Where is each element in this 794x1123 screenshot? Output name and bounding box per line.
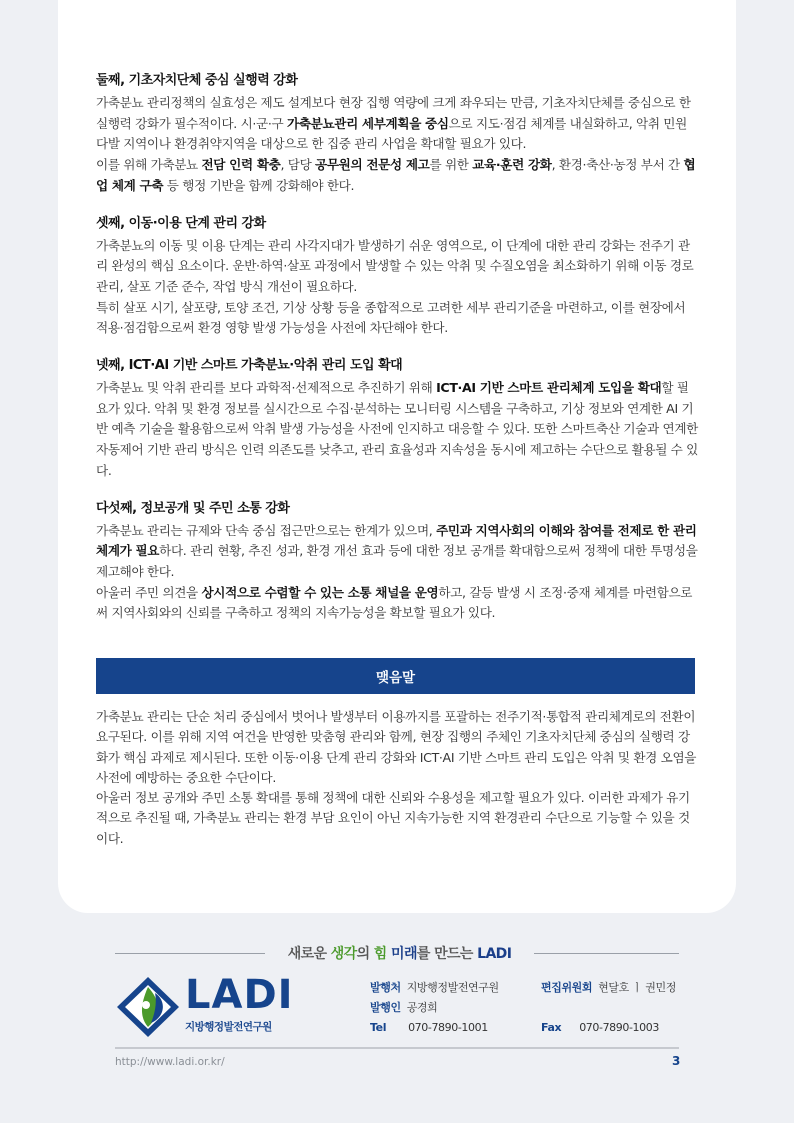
body-text: , 환경·축산·농정 부서 간 [551, 157, 684, 173]
conclusion-body [96, 707, 698, 849]
editors-info [541, 981, 676, 995]
footer-divider-left [115, 953, 265, 954]
issuer-value: 공경희 [406, 1001, 438, 1014]
section-paragraph [96, 378, 698, 482]
editors-value: 현달호 ㅣ 권민정 [598, 981, 676, 994]
conclusion-title: 맺음말 [375, 670, 416, 686]
footer-rule [115, 1047, 679, 1049]
logo-wordmark: LADI [185, 972, 294, 1018]
body-text: 를 위한 [429, 157, 473, 173]
ladi-logo [115, 972, 294, 1039]
section-paragraph [96, 298, 698, 339]
body-text: , 담당 [280, 157, 316, 173]
ladi-logo-icon [115, 975, 181, 1039]
slogan-text: 의 [356, 946, 374, 962]
body-text: 하다. 관리 현황, 추진 성과, 환경 개선 효과 등에 대한 정보 공개를 확대함으로써 정책에 대한 투명성을 제고해야 한다. [96, 543, 698, 579]
body-text: 으로 지도·점검 체계를 내실화하고, 악취 민원 다발 지역이나 환경취약지역을 대상으로 한 집중 관리 사업을 확대할 필요가 있다. [96, 115, 687, 152]
fax-info [541, 1021, 659, 1035]
conclusion-banner [96, 658, 695, 694]
publisher-info [370, 981, 499, 995]
emphasis-text: 협업 체계 구축 [96, 157, 696, 193]
slogan-text: 새로운 [287, 946, 331, 962]
emphasis-text: 공무원의 전문성 제고 [315, 157, 430, 173]
section [96, 213, 698, 340]
emphasis-text: 가축분뇨관리 세부계획을 중심 [287, 115, 449, 131]
body-text: 이를 위해 가축분뇨 [96, 157, 202, 173]
emphasis-text: 전담 인력 확충 [201, 157, 281, 173]
footer-divider-right [534, 953, 679, 954]
body-text: 특히 살포 시기, 살포량, 토양 조건, 기상 상황 등을 종합적으로 고려한 세부 관리기준을 마련하고, 이를 현장에서 적용·점검함으로써 환경 영향 발생 가능성을 사전에 차단해야 한다. [96, 299, 686, 336]
conclusion-paragraph: 가축분뇨 관리는 단순 처리 중심에서 벗어나 발생부터 이용까지를 포괄하는 전주기적·통합적 관리체계로의 전환이 요구된다. 이를 위해 지역 여건을 반영한 맞춤형 관리와 함께, 현장 집행의 주체인 기초자치단체 중심의 실행력 강화가 핵심 과제로 제시된다. 또한 이동·이용 단계 관리 강화와 ICT·AI 기반 스마트 관리 도입은 악취 및 환경 오염을 사전에 예방하는 중요한 수단이다. [96, 709, 697, 785]
section-heading: 둘째, 기초자치단체 중심 실행력 강화 [96, 73, 298, 88]
body-text: 가축분뇨 및 악취 관리를 보다 과학적·선제적으로 추진하기 위해 [96, 380, 437, 396]
body-text: 가축분뇨 관리는 규제와 단속 중심 접근만으로는 한계가 있으며, [96, 522, 437, 538]
body-content [96, 70, 698, 640]
tel-label: Tel [370, 1021, 387, 1034]
slogan-text: 를 만드는 [416, 946, 478, 962]
body-text: 할 필요가 있다. 악취 및 환경 정보를 실시간으로 수집·분석하는 모니터링 시스템을 구축하고, 기상 정보와 연계한 AI 기반 예측 기술을 활용함으로써 악취 발생 가능성을 사전에 인지하고 대응할 수 있다. 또한 스마트축산 기술과 연계한 자동제어 기반 관리 방식은 인력 의존도를 낮추고, 관리 효율성과 지속성을 동시에 제고하는 수단으로 활용될 수 있다. [96, 380, 698, 478]
body-text: 가축분뇨 관리정책의 실효성은 제도 설계보다 현장 집행 역량에 크게 좌우되는 만큼, 기초자치단체를 중심으로 한 실행력 강화가 필수적이다. 시·군·구 [96, 95, 691, 131]
logo-subtitle: 지방행정발전연구원 [185, 1021, 272, 1033]
tel-info [370, 1021, 488, 1035]
section-heading: 셋째, 이동·이용 단계 관리 강화 [96, 215, 266, 231]
section-paragraph [96, 521, 698, 583]
section-paragraph [96, 155, 698, 196]
editors-label: 편집위원회 [541, 981, 593, 994]
body-text: 하고, 갈등 발생 시 조정·중재 체계를 마련함으로써 지역사회와의 신뢰를 구축하고 정책의 지속가능성을 확보할 필요가 있다. [96, 584, 693, 621]
fax-value: 070-7890-1003 [579, 1021, 659, 1034]
section [96, 498, 698, 625]
section [96, 70, 698, 197]
publisher-value: 지방행정발전연구원 [406, 981, 499, 994]
emphasis-text: 주민과 지역사회의 이해와 참여를 전제로 한 관리 체계가 필요 [96, 522, 697, 559]
section-paragraph [96, 583, 698, 624]
footer-slogan [272, 944, 527, 964]
conclusion-paragraph: 아울러 정보 공개와 주민 소통 확대를 통해 정책에 대한 신뢰와 수용성을 제고할 필요가 있다. 이러한 과제가 유기적으로 추진될 때, 가축분뇨 관리는 환경 부담 요인이 아닌 지속가능한 지역 환경관리 수단으로 기능할 수 있을 것이다. [96, 790, 690, 846]
fax-label: Fax [541, 1021, 562, 1034]
slogan-highlight: 힘 [373, 946, 387, 962]
tel-value: 070-7890-1001 [408, 1021, 488, 1034]
emphasis-text: 상시적으로 수렴할 수 있는 소통 채널을 운영 [201, 584, 439, 600]
section-heading: 넷째, ICT·AI 기반 스마트 가축분뇨·악취 관리 도입 확대 [96, 358, 403, 374]
slogan-brand: LADI [477, 946, 512, 962]
issuer-info [370, 1001, 437, 1015]
body-text: 가축분뇨의 이동 및 이용 단계는 관리 사각지대가 발생하기 쉬운 영역으로, 이 단계에 대한 관리 강화는 전주기 관리 완성의 핵심 요소이다. 운반·하역·살포 과정에서 발생할 수 있는 악취 및 수질오염을 최소화하기 위해 이동 경로 관리, 살포 기준 준수, 작업 방식 개선이 필요하다. [96, 237, 694, 294]
page-number: 3 [672, 1054, 681, 1068]
section-paragraph [96, 93, 698, 155]
section-heading: 다섯째, 정보공개 및 주민 소통 강화 [96, 500, 290, 516]
section-paragraph [96, 236, 698, 298]
body-text: 아울러 주민 의견을 [96, 584, 202, 600]
body-text: 등 행정 기반을 함께 강화해야 한다. [163, 177, 355, 193]
issuer-label: 발행인 [370, 1001, 401, 1014]
publisher-label: 발행처 [370, 981, 401, 994]
slogan-highlight: 생각 [330, 946, 357, 962]
slogan-highlight: 미래 [391, 946, 417, 962]
section [96, 355, 698, 482]
emphasis-text: ICT·AI 기반 스마트 관리체계 도입을 확대 [436, 380, 662, 396]
emphasis-text: 교육·훈련 강화 [472, 157, 552, 173]
website-link[interactable]: http://www.ladi.or.kr/ [115, 1056, 225, 1068]
